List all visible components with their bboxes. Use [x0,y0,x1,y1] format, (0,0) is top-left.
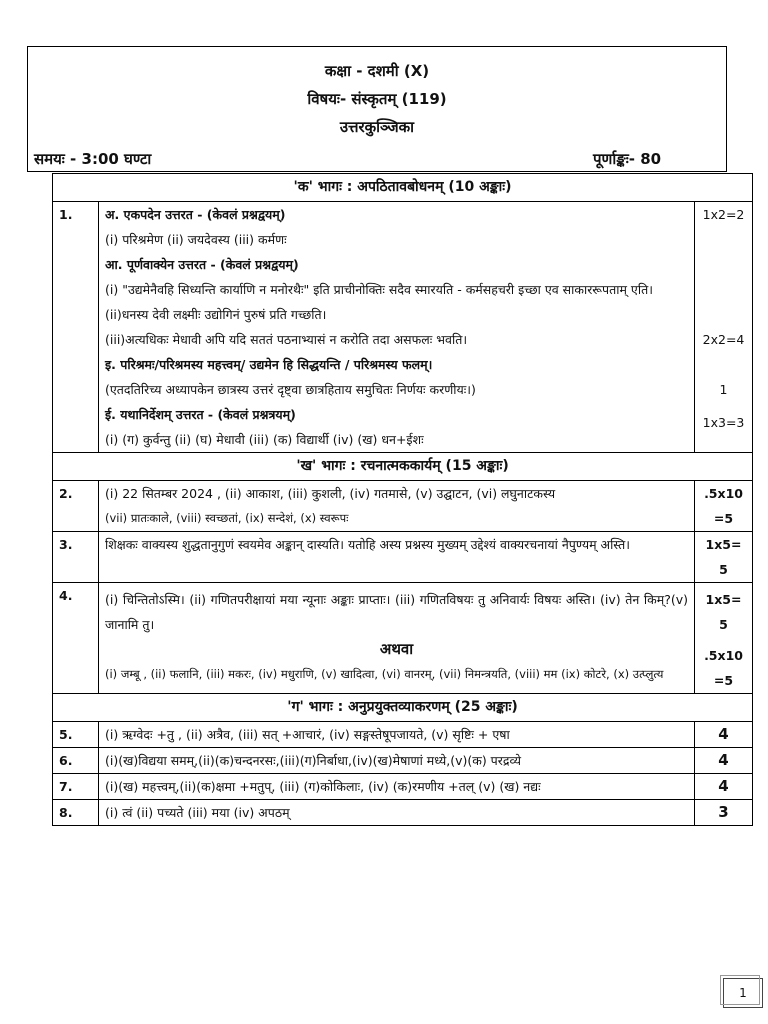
section-ga-row [53,694,753,722]
q1-ii-answers: (i) (ग) कुर्वन्तु (ii) (घ) मेधावी (iii) (क) विद्यार्थी (iv) (ख) धन+ईशः [105,432,424,447]
class-line: कक्षा - दशमी (X) [324,62,430,80]
page-number: 1 [723,978,763,1008]
question-number: 1. [53,202,99,453]
marks-text: 1x5= [705,592,742,607]
q1-a-answers: (i) परिश्रमेण (ii) जयदेवस्य (iii) कर्मणः [105,232,287,247]
marks-text: .5x10 [704,486,743,501]
question-2-answer [99,481,695,532]
time-marks-row [28,147,728,171]
question-8-marks: 3 [695,800,753,826]
question-row-7 [53,774,753,800]
question-5-answer: (i) ऋग्वेदः +तु , (ii) अत्रैव, (iii) सत् +आचारं, (iv) सङ्गस्तेषूपजायते, (v) सृष्टिः + एषा [99,722,695,748]
question-6-marks: 4 [695,748,753,774]
question-row-5 [53,722,753,748]
question-number: 2. [53,481,99,532]
question-row-4 [53,583,753,694]
q1-aa-answer-2: (ii)धनस्य देवी लक्ष्मीः उद्योगिनं पुरुषं प्रति गच्छति। [105,307,327,322]
answer-table [52,173,753,826]
question-2-marks [695,481,753,532]
header-box [27,46,727,172]
question-3-answer: शिक्षकः वाक्यस्य शुद्धतानुगुणं स्वयमेव अङ्कान् दास्यति। यतोहि अस्य प्रश्नस्य मुख्यम् उद्देश्यं वाक्यरचनायां नैपुण्यम् अस्ति। [99,532,695,583]
section-ka-row [53,174,753,202]
marks-part-a: 1x2=2 [702,207,745,222]
question-1-answer [99,202,695,453]
marks-text: 5 [719,562,728,577]
max-marks-label: पूर्णाङ्कः- 80 [593,150,662,168]
marks-text: .5x10 [704,648,743,663]
section-kha-heading: 'ख' भागः : रचनात्मककार्यम् (15 अङ्काः) [53,453,753,481]
marks-text: =5 [713,511,734,526]
question-3-marks [695,532,753,583]
question-1-marks [695,202,753,453]
q1-aa-heading: आ. पूर्णवाक्येन उत्तरत - (केवलं प्रश्नद्वयम्) [105,257,299,272]
question-row-2 [53,481,753,532]
subject-line: विषयः- संस्कृतम् (119) [307,90,447,108]
question-number: 5. [53,722,99,748]
marks-text: 1x5= [705,537,742,552]
time-label: समयः - 3:00 घण्टा [34,150,152,168]
marks-part-ii: 1x3=3 [702,415,745,430]
question-7-marks: 4 [695,774,753,800]
question-number: 8. [53,800,99,826]
question-number: 6. [53,748,99,774]
marks-text: 5 [719,617,728,632]
document-title: उत्तरकुञ्जिका [339,118,415,136]
question-number: 4. [53,583,99,694]
question-row-1 [53,202,753,453]
q2-line-2: (vii) प्रातःकाले, (viii) स्वच्छतां, (ix) सन्देशं, (x) स्वरूपः [105,511,349,525]
question-row-8 [53,800,753,826]
q1-aa-answer-1: (i) "उद्यमेनैवहि सिध्यन्ति कार्याणि न मनोरथैः" इति प्राचीनोक्तिः सदैव स्मारयति - कर्मसहचरी इच्छा एव साकाररूपताम् एति। [105,282,653,297]
question-7-answer: (i)(ख) महत्त्वम्,(ii)(क)क्षमा +मतुप्, (iii) (ग)कोकिलाः, (iv) (क)रमणीय +तल् (v) (ख) नद्यः [99,774,695,800]
question-5-marks: 4 [695,722,753,748]
q4-or-label: अथवा [379,640,414,658]
section-ga-heading: 'ग' भागः : अनुप्रयुक्तव्याकरणम् (25 अङ्काः) [53,694,753,722]
question-number: 7. [53,774,99,800]
q4-main-answer: (i) चिन्तितोऽस्मि। (ii) गणितपरीक्षायां मया न्यूनाः अङ्काः प्राप्ताः। (iii) गणितविषयः तु अनिवार्यः विषयः अस्ति। (iv) तेन किम्?(v) जानामि तु। [105,592,688,632]
question-row-3 [53,532,753,583]
q2-line-1: (i) 22 सितम्बर 2024 , (ii) आकाश, (iii) कुशली, (iv) गतमासे, (v) उद्घाटन, (vi) लघुनाटकस्य [105,486,556,501]
q1-i-note: (एतदतिरिच्य अध्यापकेन छात्रस्य उत्तरं दृष्ट्वा छात्रहिताय समुचितः निर्णयः करणीयः।) [105,382,476,397]
question-4-answer [99,583,695,694]
question-8-answer: (i) त्वं (ii) पच्यते (iii) मया (iv) अपठम् [99,800,695,826]
section-kha-row [53,453,753,481]
q1-a-heading: अ. एकपदेन उत्तरत - (केवलं प्रश्नद्वयम्) [105,207,286,222]
section-ka-heading: 'क' भागः : अपठितावबोधनम् (10 अङ्काः) [53,174,753,202]
question-4-marks [695,583,753,694]
q4-alternative-answer: (i) जम्बू , (ii) फलानि, (iii) मकरः, (iv) मधुराणि, (v) खादित्वा, (vi) वानरम्, (vii) निमन्त्रयति, (viii) मम (ix) कोटरे, (x) उत्प्लुत्य [105,667,664,681]
q1-aa-answer-3: (iii)अत्यधिकः मेधावी अपि यदि सततं पठनाभ्यासं न करोति तदा असफलः भवति। [105,332,468,347]
question-6-answer: (i)(ख)विद्यया समम्,(ii)(क)चन्दनरसः,(iii)(ग)निर्बाधा,(iv)(ख)मेषाणां मध्ये,(v)(क) परद्रव्ये [99,748,695,774]
q1-ii-heading: ई. यथानिर्देशम् उत्तरत - (केवलं प्रश्नत्रयम्) [105,407,296,422]
marks-text: =5 [713,673,734,688]
q1-i-heading: इ. परिश्रमः/परिश्रमस्य महत्त्वम्/ उद्यमेन हि सिद्धयन्ति / परिश्रमस्य फलम्। [105,357,433,372]
marks-part-aa: 2x2=4 [702,332,745,347]
marks-part-i: 1 [719,382,728,397]
question-row-6 [53,748,753,774]
question-number: 3. [53,532,99,583]
